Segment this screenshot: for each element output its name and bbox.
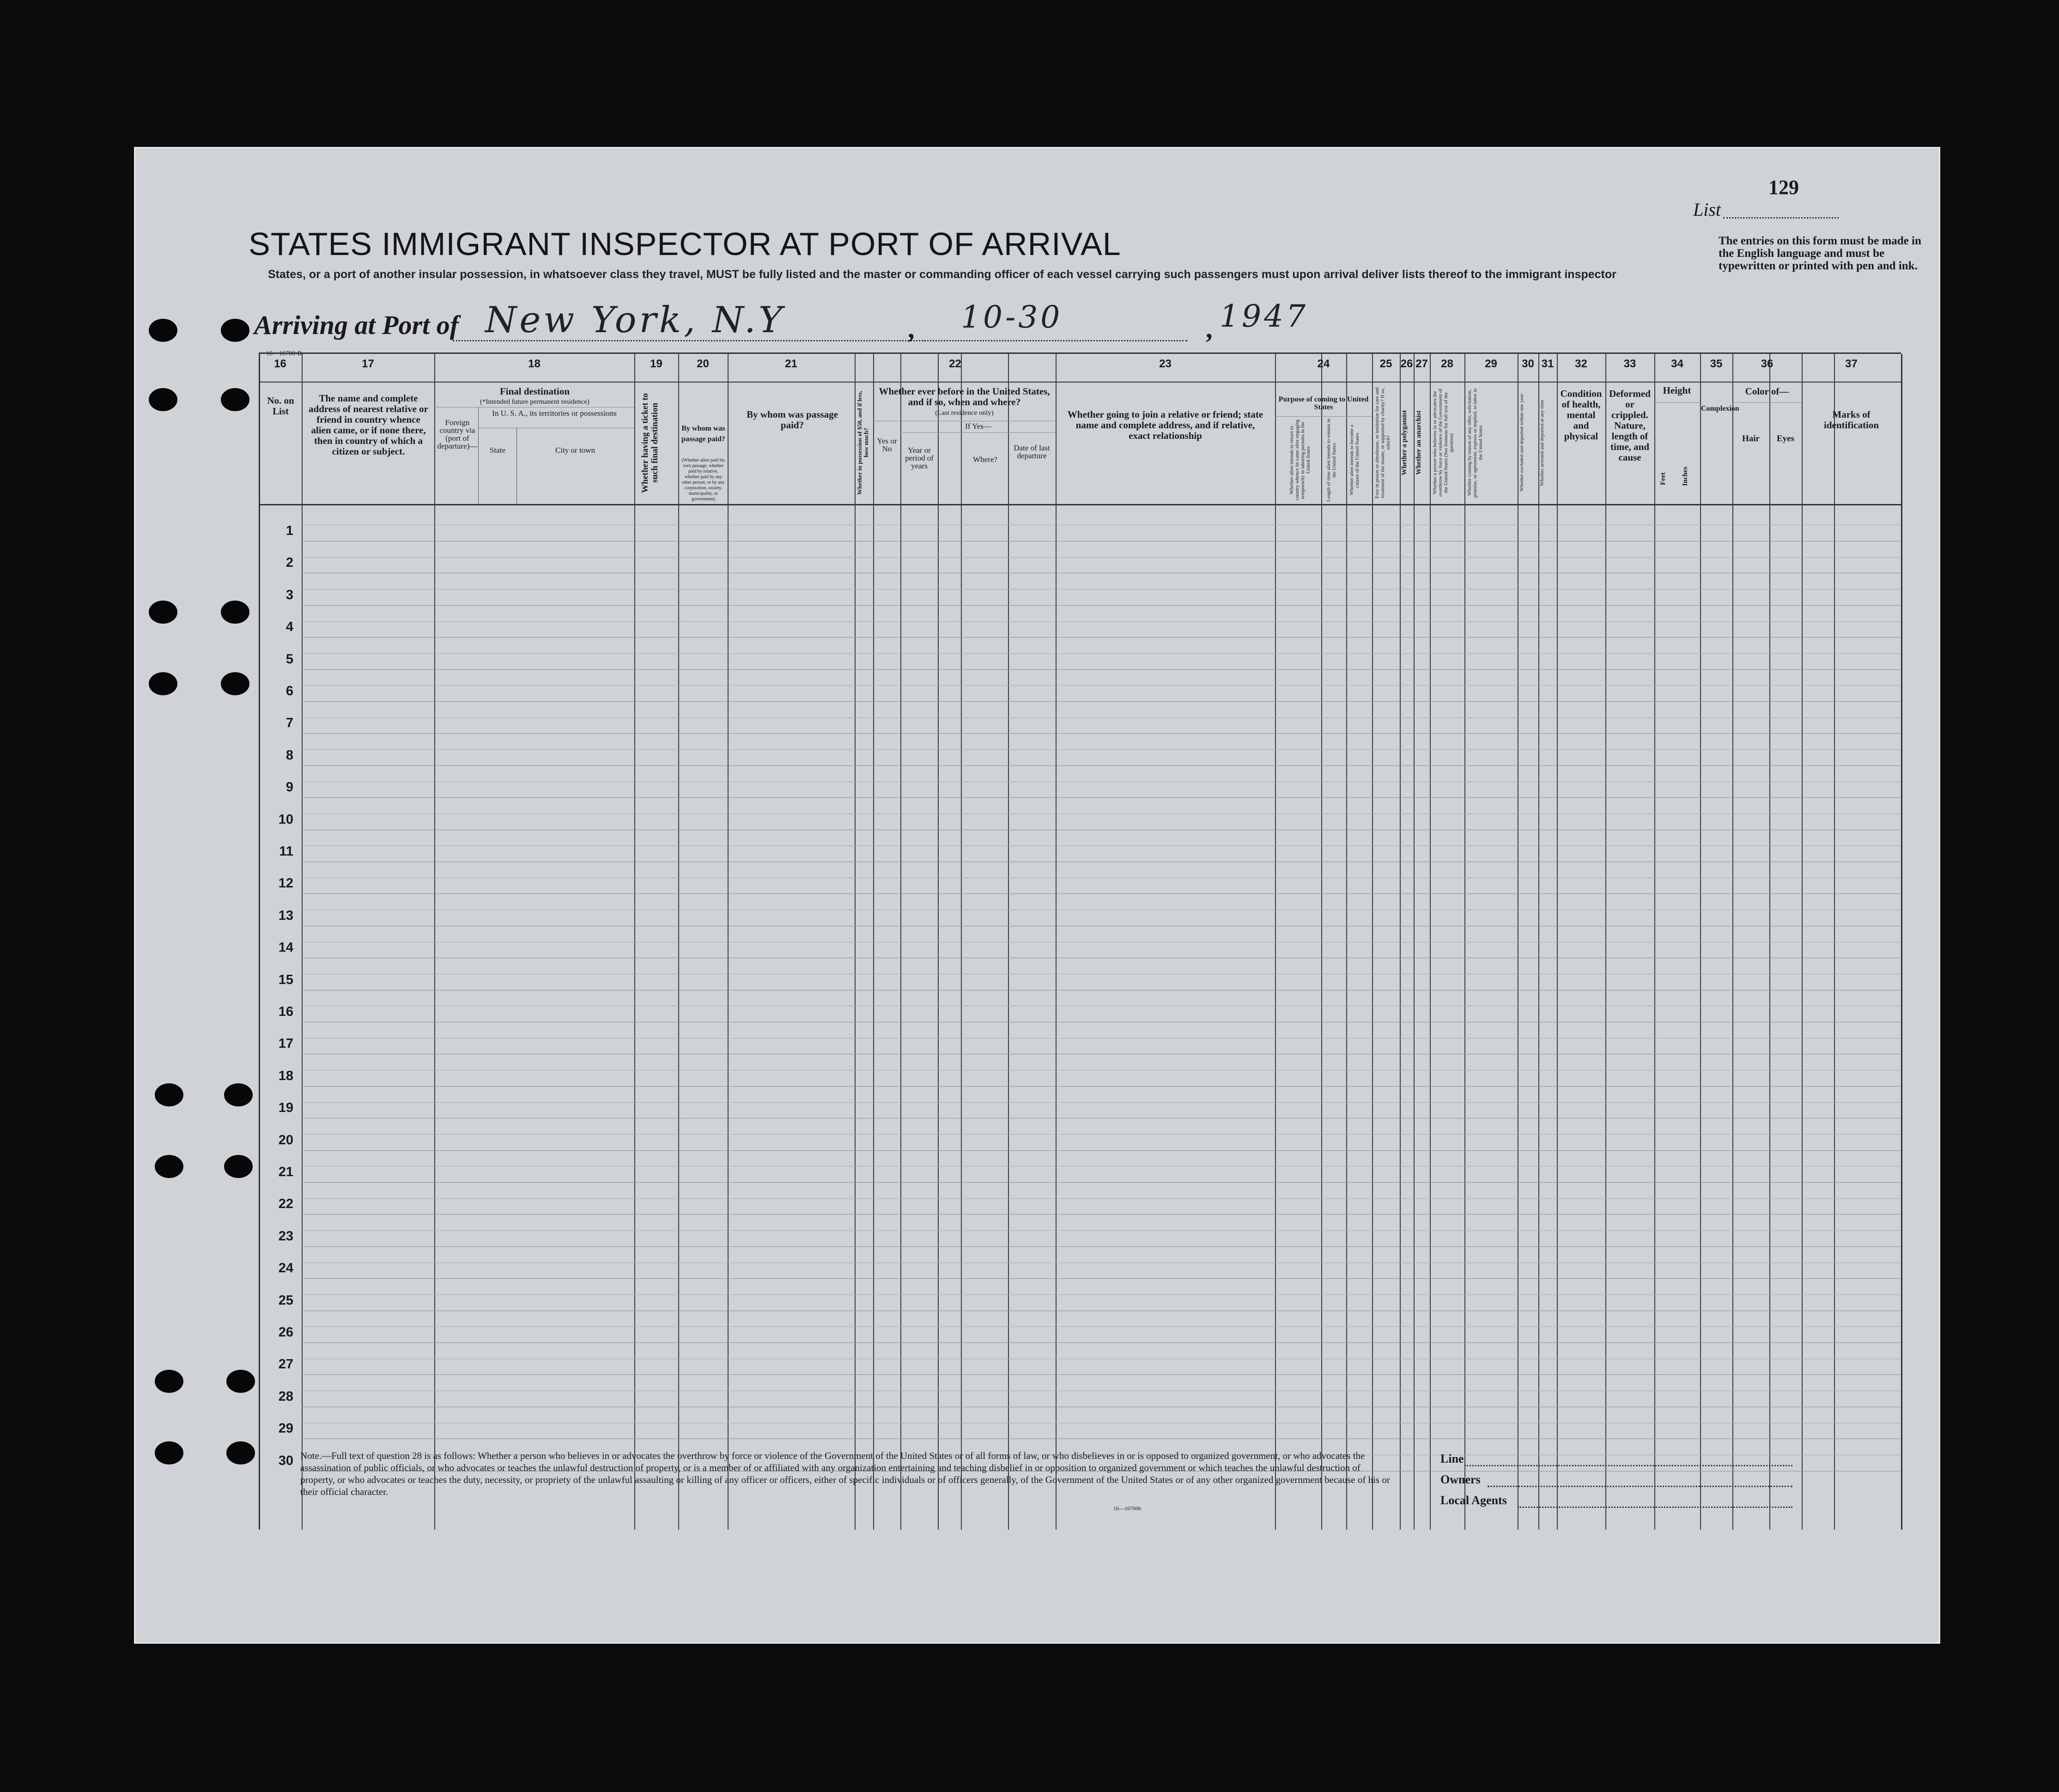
col-37-header: Marks of identification [1824, 409, 1879, 431]
col-36-eyes: Eyes [1777, 434, 1794, 443]
col-34-feet: Feet [1659, 472, 1667, 485]
col-24-sub-c: Whether alien intends to become a citizen of the United States [1349, 425, 1360, 496]
table-rule [302, 1230, 1901, 1231]
signature-owners-line [1488, 1486, 1792, 1487]
signature-line-label: Line [1440, 1452, 1464, 1465]
col-18-foreign: Foreign country via (port of departure)— [437, 418, 478, 450]
col-22-note: (Last residence only) [935, 409, 994, 417]
binder-hole [224, 1155, 253, 1178]
col-20-note: (Whether alien paid his own passage, whether paid by relative, whether paid by any other person, or by any corporation, society, municipality, or government) [681, 458, 725, 502]
list-label: List [1693, 199, 1721, 220]
table-rule [302, 557, 1901, 558]
col-19-header: Whether having a ticket to such final destination [640, 393, 660, 493]
col-35-header: Complexion [1701, 405, 1739, 413]
row-number: 30 [278, 1453, 293, 1468]
row-number: 21 [278, 1165, 293, 1179]
col-18-city: City or town [555, 446, 595, 455]
binder-hole [224, 1083, 253, 1106]
binder-hole [221, 388, 249, 411]
table-rule [302, 685, 1901, 686]
binder-hole [226, 1441, 255, 1464]
col-22-where: Where? [973, 455, 997, 464]
binder-hole [221, 319, 249, 342]
col-34-num: 34 [1671, 358, 1683, 370]
comma: , [908, 314, 915, 344]
col-20-num: 20 [697, 358, 709, 370]
table-rule [302, 717, 1901, 718]
col-17-num: 17 [362, 358, 374, 370]
form-subtitle: States, or a port of another insular possession, in whatsoever class they travel, MUST be fully listed and the master or commanding officer of each vessel carrying such passengers must upon arrival deliver lists thereof to the immigrant inspector [268, 268, 1616, 281]
binder-hole [155, 1370, 183, 1393]
col-26-num: 26 [1400, 358, 1413, 370]
row-number: 10 [278, 812, 293, 827]
col-18-header: Final destination [499, 386, 570, 397]
year-handwritten: 1947 [1220, 298, 1308, 334]
col-28-header: Whether a person who believes in or advocates the overthrow by force or violence of the Government of the United States (See footnote for full text of the question) [1432, 389, 1454, 497]
col-22-date: Date of last departure [1014, 443, 1050, 460]
row-number: 17 [278, 1036, 293, 1051]
table-row [302, 1182, 1901, 1183]
date-handwritten: 10-30 [961, 299, 1063, 335]
table-rule [302, 1102, 1901, 1103]
arriving-label: Arriving at Port of [254, 310, 459, 340]
row-number: 29 [278, 1421, 293, 1436]
col-19-num: 19 [650, 358, 662, 370]
col-18-usa: In U. S. A., its territories or possessions [492, 409, 617, 418]
binder-hole [149, 672, 177, 695]
table-row [302, 605, 1901, 606]
col-32-header: Condition of health, mental and physical [1560, 388, 1602, 442]
col-22-year: Year or period of years [905, 446, 934, 470]
row-number: 27 [278, 1357, 293, 1372]
form-instructions: The entries on this form must be made in the English language and must be typewritten or printed with pen and ink. [1719, 235, 1921, 272]
binder-hole [155, 1441, 183, 1464]
row-number: 20 [278, 1132, 293, 1148]
row-number: 11 [279, 844, 293, 859]
table-rule [302, 621, 1901, 622]
row-number: 15 [278, 972, 293, 987]
row-number: 4 [285, 620, 293, 635]
table-row [302, 637, 1901, 638]
col-21-header: Whether in possession of $50, and if less, how much? [856, 391, 869, 495]
col-36-header: Color of— [1745, 386, 1789, 397]
col-31-header: Whether arrested and deported at any time [1539, 400, 1545, 486]
col-21-num: 21 [785, 358, 797, 370]
row-number: 28 [278, 1389, 293, 1404]
signature-line-line [1464, 1465, 1792, 1466]
table-row [302, 893, 1901, 894]
col-24-sub-b: Length of time alien intends to remain in the United States [1326, 419, 1337, 502]
binder-hole [149, 388, 177, 411]
row-number: 2 [285, 555, 293, 571]
row-number: 1 [285, 523, 293, 538]
row-number: 13 [278, 908, 293, 923]
row-number: 12 [278, 876, 293, 891]
row-number: 16 [278, 1004, 293, 1019]
row-number: 18 [278, 1068, 293, 1083]
col-26-header: Whether a polygamist [1401, 410, 1408, 476]
col-35-num: 35 [1710, 358, 1723, 370]
table-row [302, 733, 1901, 734]
col-22-ifyes: If Yes— [965, 422, 991, 431]
signature-agents-label: Local Agents [1440, 1494, 1507, 1507]
col-20-label: By whom was passage paid? [747, 409, 838, 431]
list-number-line [1723, 217, 1839, 219]
table-rule [302, 1326, 1901, 1327]
table-row [302, 1246, 1901, 1247]
row-number: 7 [285, 716, 293, 731]
binder-hole [155, 1083, 183, 1106]
form-number-bottom: 16—16700b [1113, 1505, 1141, 1512]
signature-owners-label: Owners [1440, 1473, 1481, 1486]
col-34-header: Height [1663, 385, 1691, 396]
table-row [302, 797, 1901, 798]
row-number: 3 [285, 587, 293, 602]
col-31-num: 31 [1541, 358, 1554, 370]
col-29-num: 29 [1485, 358, 1497, 370]
comma: , [1206, 314, 1213, 344]
signature-agents-line [1518, 1506, 1792, 1508]
row-number: 19 [278, 1100, 293, 1116]
row-number: 8 [285, 747, 293, 763]
col-30-header: Whether excluded and deported within one year [1519, 394, 1525, 492]
row-number: 6 [285, 684, 293, 699]
port-handwritten: New York, N.Y [485, 299, 785, 341]
binder-hole [155, 1155, 183, 1178]
table-row [302, 1374, 1901, 1375]
col-30-num: 30 [1522, 358, 1534, 370]
col-22-header: Whether ever before in the United States, and if so, when and where? [879, 386, 1050, 407]
row-number: 22 [278, 1197, 293, 1212]
table-rule [302, 749, 1901, 750]
col-24-sub-a: Whether alien intends to return to country whence he came after engaging temporarily in laboring pursuits in the United States [1289, 419, 1311, 501]
form-title: STATES IMMIGRANT INSPECTOR AT PORT OF ARRIVAL [249, 226, 1121, 262]
row-number: 23 [278, 1228, 293, 1244]
row-number: 26 [278, 1325, 293, 1340]
table-row [302, 701, 1901, 702]
col-29-header: Whether coming by reason of any offer, solicitation, promise, or agreement, express or implied, to labor in the United States [1467, 388, 1483, 498]
col-27-header: Whether an anarchist [1415, 410, 1422, 475]
binder-hole [226, 1370, 255, 1393]
table-rule [302, 845, 1901, 846]
row-number: 5 [285, 651, 293, 667]
table-rule [302, 1134, 1901, 1135]
footnote: Note.—Full text of question 28 is as follows: Whether a person who believes in or advocates the overthrow by force or violence of the Government of the United States or of all forms of law, or who disbelieves in or is opposed to organized government, or who advocates the assassination of public officials, or who advocates or teaches the unlawful destruction of property, or is a member of or affiliated with any organization entertaining and teaching disbelief in or opposition to organized government or which teaches the unlawful destruction of property, or who advocates or teaches the duty, necessity, or propriety of the unlawful assaulting or killing of any officer or officers, either of specific individuals or of officers generally, of the Government of the United States or of any other organized government because of his or their official character. [300, 1450, 1390, 1497]
col-27-num: 27 [1415, 358, 1428, 370]
table-rule [302, 653, 1901, 654]
form-number-top: 16—16700-B [266, 350, 302, 357]
binder-hole [221, 672, 249, 695]
col-18-state: State [490, 446, 505, 455]
col-22-num: 22 [949, 358, 961, 370]
col-16-header: No. on List [267, 395, 294, 417]
table-rule [302, 1038, 1901, 1039]
table-row [302, 1278, 1901, 1279]
date-line [924, 340, 1187, 341]
col-33-header: Deformed or crippled. Nature, length of time, and cause [1609, 388, 1651, 463]
row-number: 9 [285, 780, 293, 795]
col-16-num: 16 [274, 358, 286, 370]
manifest-form-sheet [134, 147, 1940, 1644]
table-row [302, 1214, 1901, 1215]
col-33-num: 33 [1623, 358, 1636, 370]
col-24-num: 24 [1317, 358, 1330, 370]
col-36-num: 36 [1761, 358, 1774, 370]
col-25-header: Ever in prison or almshouse, or institution for care and treatment of the insane, or supported by charity? If so, which? [1374, 387, 1391, 498]
binder-hole [149, 319, 177, 342]
table-row [302, 1086, 1901, 1087]
row-number: 24 [278, 1261, 293, 1276]
row-number: 14 [278, 940, 293, 955]
col-18-note: (*Intended future permanent residence) [480, 398, 589, 406]
col-17-header: The name and complete address of nearest relative or friend in country whence alien came, or if none there, then in country of which a citizen or subject. [309, 393, 428, 457]
manifest-table [259, 352, 1901, 1530]
row-number: 25 [278, 1293, 293, 1308]
col-25-num: 25 [1379, 358, 1392, 370]
col-28-num: 28 [1441, 358, 1453, 370]
binder-hole [149, 601, 177, 624]
table-row [302, 1342, 1901, 1343]
col-22-yesno: Yes or No [877, 437, 897, 453]
col-18-num: 18 [528, 358, 541, 370]
table-row [302, 669, 1901, 670]
page-number: 129 [1768, 176, 1799, 199]
binder-hole [221, 601, 249, 624]
table-rule [302, 1294, 1901, 1295]
col-36-hair: Hair [1742, 434, 1760, 443]
table-row [302, 765, 1901, 766]
table-rule [302, 1198, 1901, 1199]
col-34-inches: Inches [1682, 467, 1689, 486]
col-23-num: 23 [1159, 358, 1172, 370]
col-37-num: 37 [1845, 358, 1858, 370]
col-32-num: 32 [1575, 358, 1587, 370]
table-row [302, 1150, 1901, 1151]
col-24-header: Purpose of coming to United States [1278, 395, 1369, 411]
col-23-header: Whether going to join a relative or friend; state name and complete address, and if relative, exact relationship [1067, 409, 1263, 441]
col-20-header: By whom was passage paid? [681, 425, 725, 443]
